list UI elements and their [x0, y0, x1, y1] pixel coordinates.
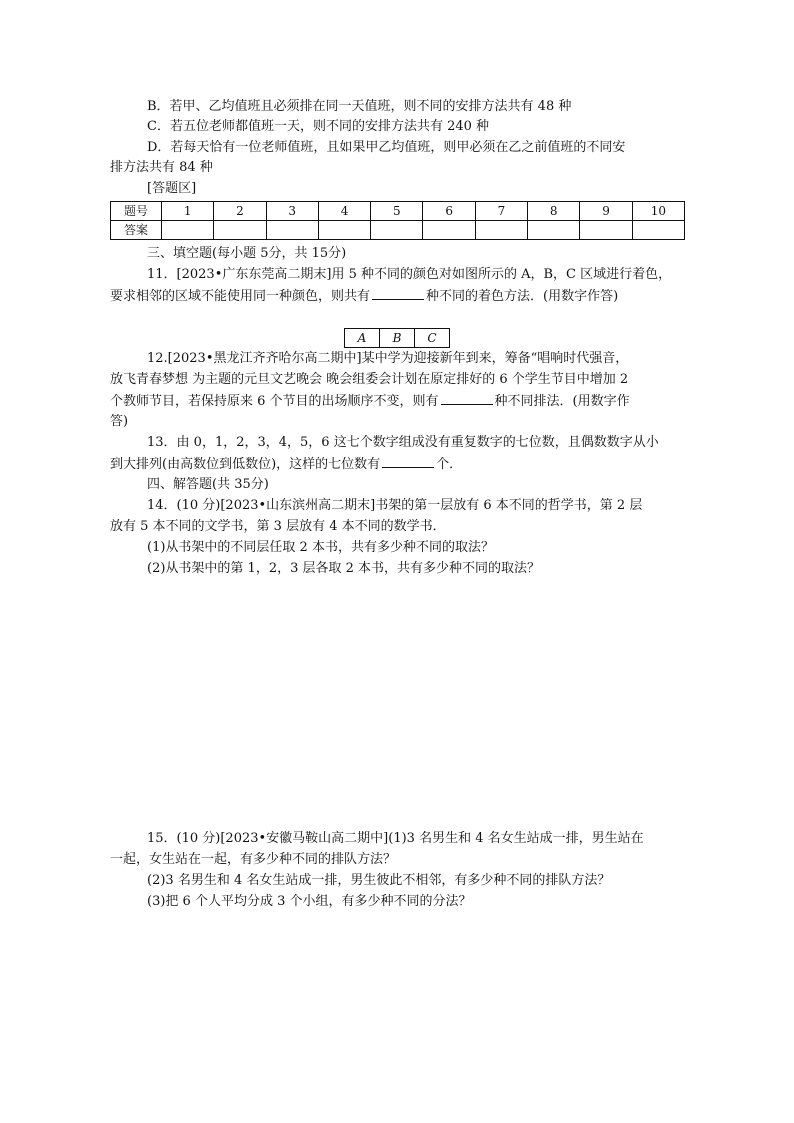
- q11-line1: 11．[2023•广东东莞高二期末]用 5 种不同的颜色对如图所示的 A，B，C 区域进行着色，: [147, 267, 672, 282]
- q13-text-after-blank: 个．: [436, 457, 463, 472]
- q12-text-after-blank: 种不同排法．(用数字作: [494, 394, 630, 409]
- region-b: B: [380, 329, 415, 348]
- answer-cell[interactable]: [632, 221, 684, 240]
- option-d-line2: 排方法共有 84 种: [110, 160, 213, 175]
- q11-blank[interactable]: [372, 287, 424, 300]
- q14-line2: 放有 5 本不同的文学书，第 3 层放有 4 本不同的数学书．: [110, 519, 446, 534]
- answer-label: 答案: [111, 221, 162, 240]
- q11-text-after-blank: 种不同的着色方法．(用数字作答): [426, 289, 619, 304]
- q12-blank[interactable]: [441, 392, 493, 405]
- question-number-cell: 2: [214, 202, 266, 221]
- question-number-cell: 10: [632, 202, 684, 221]
- question-number-cell: 9: [580, 202, 632, 221]
- answer-table: [110, 201, 685, 240]
- region-c: C: [415, 329, 450, 348]
- q15-line1: 15．(10 分)[2023•安徽马鞍山高二期中](1)3 名男生和 4 名女生站成一排，男生站在: [147, 831, 644, 846]
- region-a: A: [345, 329, 380, 348]
- section-3-heading: 三、填空题(每小题 5分，共 15分): [147, 246, 347, 261]
- question-number-cell: 3: [266, 202, 318, 221]
- answer-cell[interactable]: [528, 221, 580, 240]
- q13-line2: [110, 455, 462, 474]
- question-number-cell: 4: [318, 202, 370, 221]
- q15-line2: 一起，女生站在一起，有多少种不同的排队方法？: [110, 852, 397, 867]
- answer-cell[interactable]: [580, 221, 632, 240]
- answer-cell[interactable]: [318, 221, 370, 240]
- answer-table-header-row: [111, 202, 685, 221]
- q12-text-before-blank: 个教师节目，若保持原来 6 个节目的出场顺序不变，则有: [110, 394, 439, 409]
- option-b: B．若甲、乙均值班且必须排在同一天值班，则不同的安排方法共有 48 种: [147, 99, 572, 114]
- answer-table-answer-row: [111, 221, 685, 240]
- q11-line2: [110, 287, 618, 306]
- answer-cell[interactable]: [266, 221, 318, 240]
- question-number-cell: 5: [371, 202, 423, 221]
- q11-text-before-blank: 要求相邻的区域不能使用同一种颜色，则共有: [110, 289, 371, 304]
- section-4-heading: 四、解答题(共 35分): [147, 477, 269, 492]
- answer-area-label: [答题区]: [147, 181, 197, 196]
- q13-text-before-blank: 到大排列(由高数位到低数位)，这样的七位数有: [110, 457, 381, 472]
- answer-cell[interactable]: [423, 221, 475, 240]
- q13-blank[interactable]: [382, 455, 434, 468]
- question-number-cell: 7: [475, 202, 527, 221]
- question-number-cell: 6: [423, 202, 475, 221]
- q14-part2: (2)从书架中的第 1，2，3 层各取 2 本书，共有多少种不同的取法？: [147, 561, 541, 576]
- q15-part2: (2)3 名男生和 4 名女生站成一排，男生彼此不相邻，有多少种不同的排队方法？: [147, 873, 611, 888]
- answer-cell[interactable]: [371, 221, 423, 240]
- question-number-cell: 1: [162, 202, 214, 221]
- q12-line3: [110, 392, 630, 411]
- q12-line1: 12.[2023•黑龙江齐齐哈尔高二期中]某中学为迎接新年到来，筹备“唱响时代强音，: [147, 351, 629, 366]
- answer-cell[interactable]: [475, 221, 527, 240]
- option-d-line1: D．若每天恰有一位老师值班，且如果甲乙均值班，则甲必须在乙之前值班的不同安: [147, 140, 626, 155]
- q13-line1: 13．由 0，1，2，3，4，5，6 这七个数字组成没有重复数字的七位数，且偶数数字从小: [147, 435, 659, 450]
- q14-part1: (1)从书架中的不同层任取 2 本书，共有多少种不同的取法？: [147, 540, 494, 555]
- answer-cell[interactable]: [214, 221, 266, 240]
- q12-line4: 答): [110, 414, 129, 429]
- q15-part3: (3)把 6 个人平均分成 3 个小组，有多少种不同的分法？: [147, 894, 472, 909]
- answer-cell[interactable]: [162, 221, 214, 240]
- region-figure: [344, 328, 450, 348]
- q14-line1: 14．(10 分)[2023•山东滨州高二期末]书架的第一层放有 6 本不同的哲学书，第 2 层: [147, 498, 643, 513]
- q12-line2: 放飞青春梦想 为主题的元旦文艺晚会 晚会组委会计划在原定排好的 6 个学生节目中增加 2: [110, 372, 629, 387]
- question-number-cell: 8: [528, 202, 580, 221]
- question-number-label: 题号: [111, 202, 162, 221]
- option-c: C．若五位老师都值班一天，则不同的安排方法共有 240 种: [147, 119, 490, 134]
